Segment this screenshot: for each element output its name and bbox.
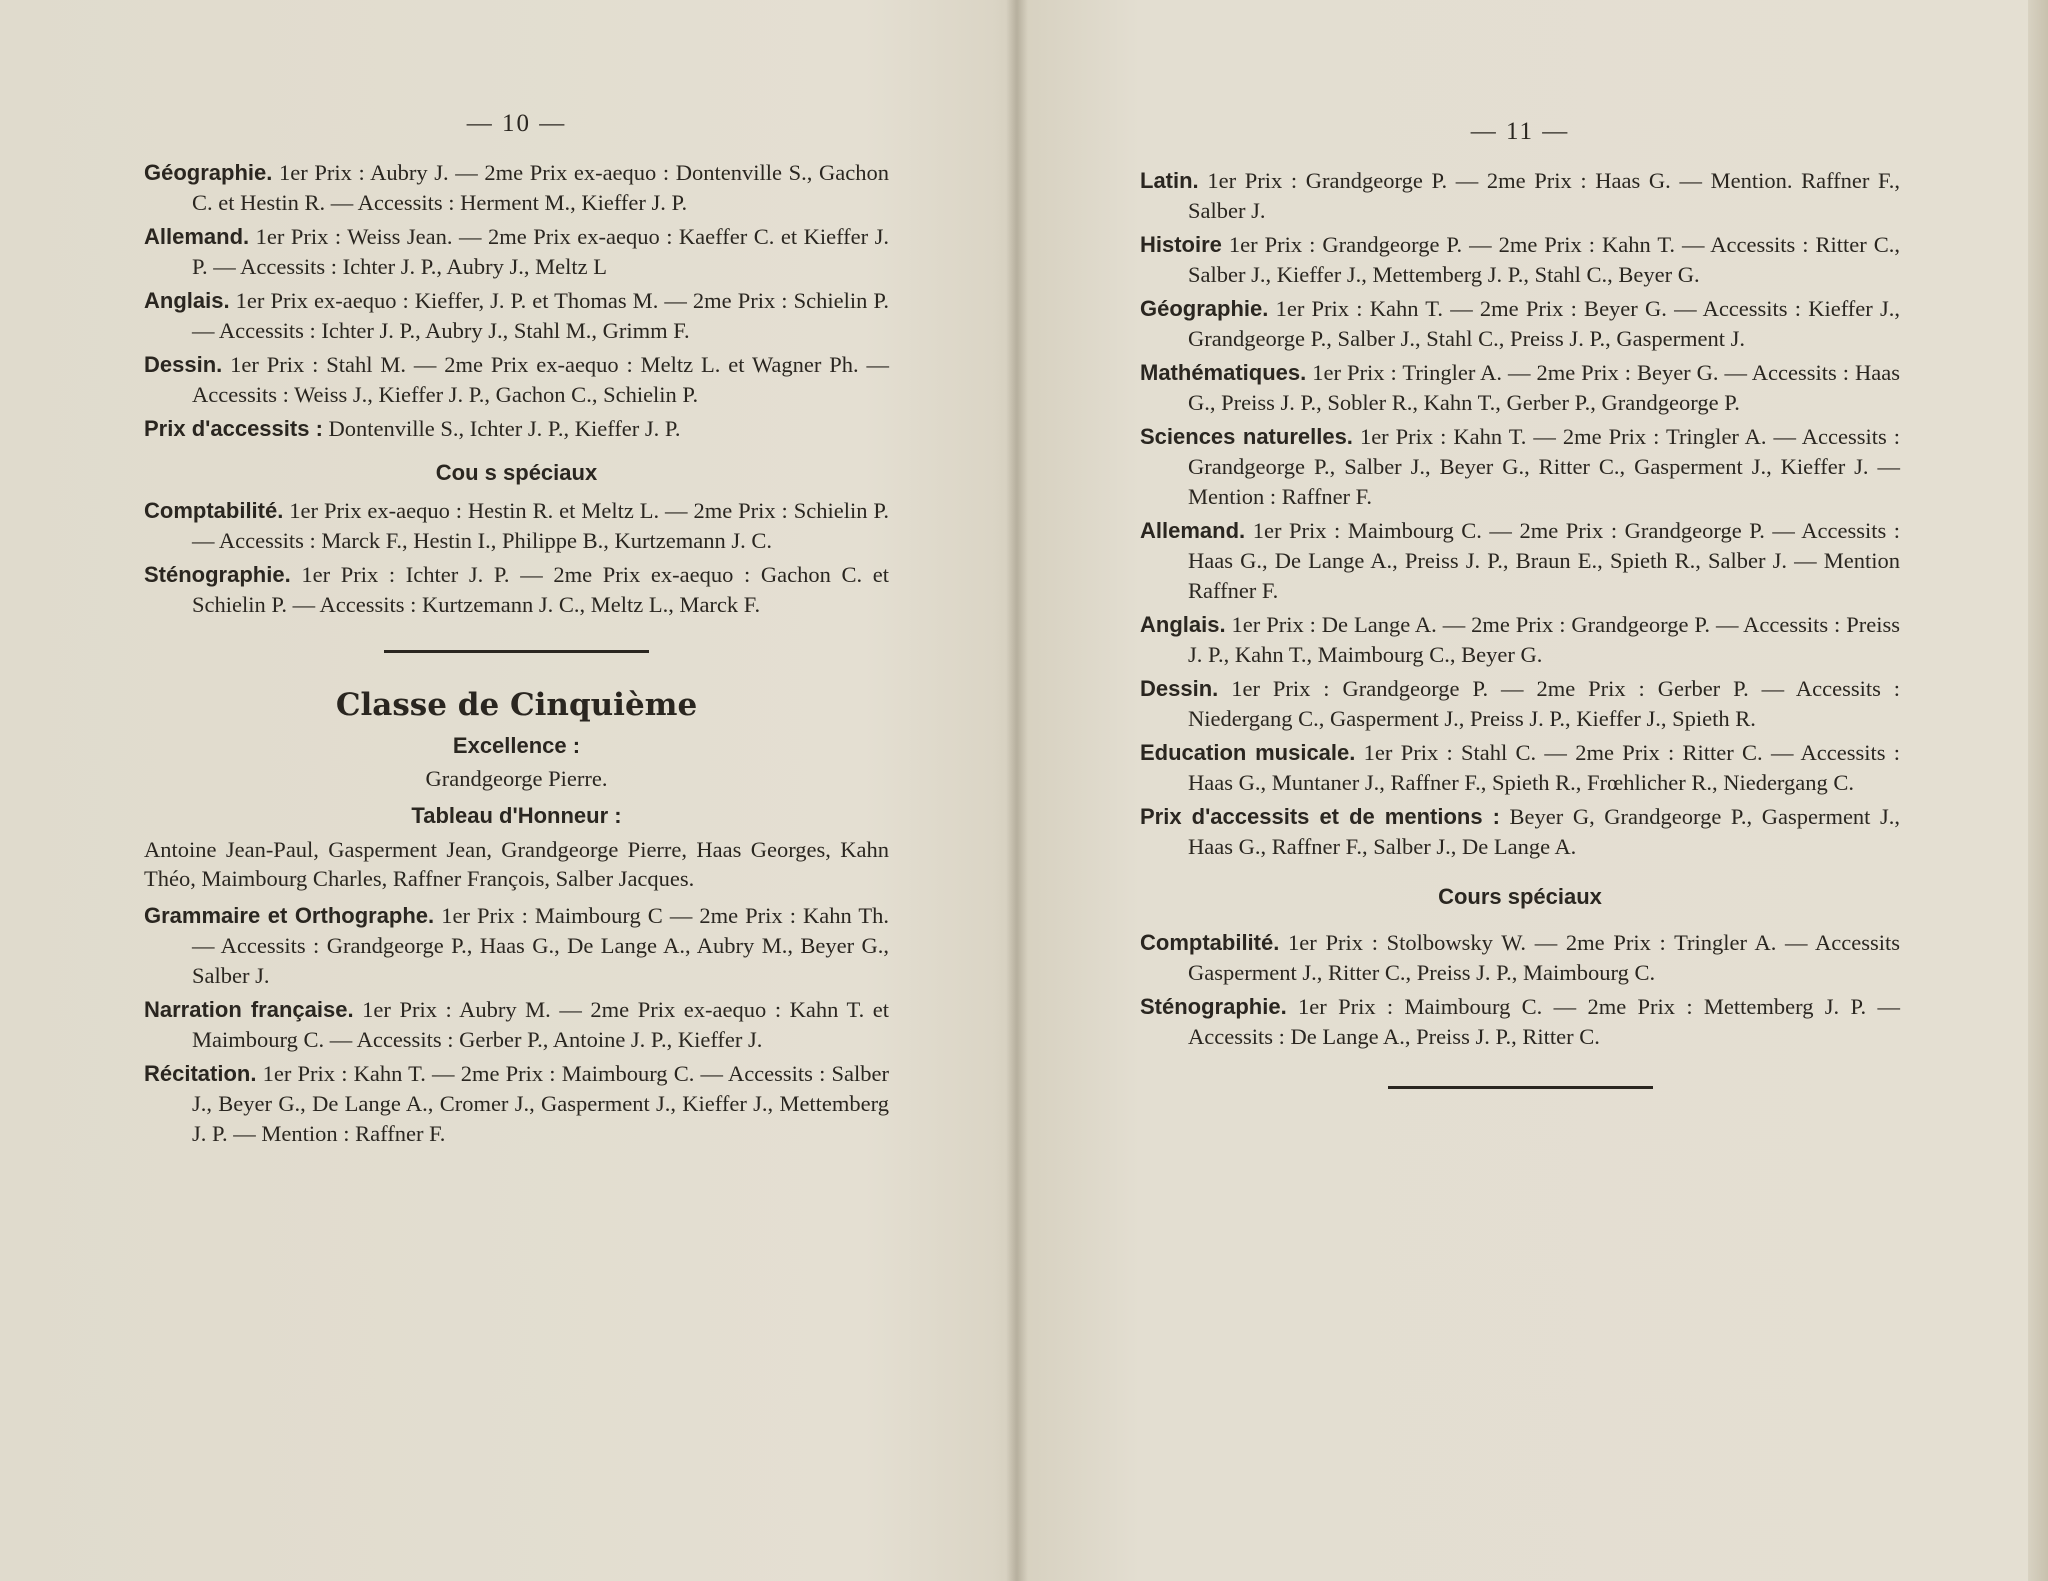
subject-label: Géographie. xyxy=(1140,296,1269,321)
honor-roll: Antoine Jean-Paul, Gasperment Jean, Grandgeorge Pierre, Haas Georges, Kahn Théo, Maimbourg Charles, Raffner François, Salber Jacques. xyxy=(144,837,889,891)
prize-entry xyxy=(144,158,889,218)
entry-text: Prix : Kahn T. — 2me Prix : Maimbourg C. — Accessits : Salber J., Beyer G., De Lange A., Cromer J., Gasperment J., Kieffer J., Mettemberg J. P. — Mention : Raffner F. xyxy=(192,1061,889,1146)
right-page xyxy=(1016,0,2048,1581)
entries-special xyxy=(144,496,889,620)
subject-label: Anglais. xyxy=(1140,612,1226,637)
subject-label: Prix d'accessits : xyxy=(144,416,323,441)
left-page-content xyxy=(144,110,889,1153)
entry-text: Prix : Maimbourg C — 2me Prix : Kahn Th. — Accessits : Grandgeorge P., Haas G., De Lange A., Aubry M., Beyer G., Salber J. xyxy=(192,903,890,988)
prize-entry xyxy=(144,414,889,444)
first-prize-mark: 1er xyxy=(230,352,259,377)
prize-entry xyxy=(144,901,889,991)
entry-text: Prix : Kahn T. — 2me Prix : Tringler A. — Accessits : Grandgeorge P., Salber J., Beyer G., Ritter C., Gasperment J., Kieffer J. — Mention : Raffner F. xyxy=(1188,424,1901,509)
entry-text: Prix ex-aequo : Hestin R. et Meltz L. — 2me Prix : Schielin P. — Accessits : Marck F., Hestin I., Philippe B., Kurtzemann J. C. xyxy=(192,498,890,553)
prize-entry xyxy=(1140,294,1900,354)
left-page xyxy=(0,0,1016,1581)
first-prize-mark: 1er xyxy=(301,562,331,587)
prize-entry xyxy=(144,496,889,556)
entry-text: Prix : Stahl C. — 2me Prix : Ritter C. — Accessits : Haas G., Muntaner J., Raffner F., Spieth R., Frœhlicher R., Niedergang C. xyxy=(1188,740,1901,795)
first-prize-mark: 1er xyxy=(1359,424,1389,449)
book-gutter xyxy=(1006,0,1028,1581)
entry-text: Prix : Kahn T. — 2me Prix : Beyer G. — Accessits : Kieffer J., Grandgeorge P., Salber J., Stahl C., Preiss J. P., Gasperment J. xyxy=(1188,296,1900,351)
first-prize-mark: 1er xyxy=(1275,296,1305,321)
first-prize-mark: 1er xyxy=(362,997,391,1022)
subject-label: Latin. xyxy=(1140,168,1199,193)
section-divider xyxy=(384,650,649,653)
prize-entry xyxy=(1140,230,1900,290)
entry-text: Prix : Maimbourg C. — 2me Prix : Mettemberg J. P. — Accessits : De Lange A., Preiss J. P., Ritter C. xyxy=(1188,994,1900,1049)
subject-label: Narration française. xyxy=(144,997,354,1022)
first-prize-mark: 1er xyxy=(1207,168,1237,193)
first-prize-mark: 1er xyxy=(255,224,285,249)
first-prize-mark: 1er xyxy=(289,498,319,523)
prize-entry xyxy=(1140,738,1900,798)
first-prize-mark: 1er xyxy=(1228,232,1258,257)
prize-entry xyxy=(144,560,889,620)
entry-text: Prix : Weiss Jean. — 2me Prix ex-aequo : Kaeffer C. et Kieffer J. P. — Accessits : Ichter J. P., Aubry J., Meltz L xyxy=(192,224,890,279)
prize-entry xyxy=(1140,166,1900,226)
first-prize-mark: 1er xyxy=(1363,740,1393,765)
subject-label: Mathématiques. xyxy=(1140,360,1307,385)
prize-entry xyxy=(1140,928,1900,988)
prize-entry xyxy=(144,1059,889,1149)
subject-label: Dessin. xyxy=(1140,676,1219,701)
first-prize-mark: 1er xyxy=(1312,360,1342,385)
subject-label: Récitation. xyxy=(144,1061,257,1086)
subject-label: Sciences naturelles. xyxy=(1140,424,1353,449)
entries-special xyxy=(1140,928,1900,1052)
entry-text: Prix ex-aequo : Kieffer, J. P. et Thomas M. — 2me Prix : Schielin P. — Accessits : Ichter J. P., Aubry J., Stahl M., Grimm F. xyxy=(192,288,890,343)
first-prize-mark: 1er xyxy=(278,160,308,185)
prize-entry xyxy=(1140,358,1900,418)
entry-text: Prix : Stahl M. — 2me Prix ex-aequo : Meltz L. et Wagner Ph. — Accessits : Weiss J., Kieffer J. P., Gachon C., Schielin P. xyxy=(192,352,890,407)
subject-label: Sténographie. xyxy=(1140,994,1287,1019)
prize-entry xyxy=(144,222,889,282)
subject-label: Education musicale. xyxy=(1140,740,1356,765)
entry-text: Prix : Aubry M. — 2me Prix ex-aequo : Kahn T. et Maimbourg C. — Accessits : Gerber P., Antoine J. P., Kieffer J. xyxy=(192,997,890,1052)
prize-entry xyxy=(1140,610,1900,670)
entry-text: Prix : Aubry J. — 2me Prix ex-aequo : Dontenville S., Gachon C. et Hestin R. — Accessits : Herment M., Kieffer J. P. xyxy=(192,160,889,215)
excellence-label: Excellence : xyxy=(452,733,581,758)
first-prize-mark: 1er xyxy=(441,903,470,928)
first-prize-mark: 1er xyxy=(1298,994,1327,1019)
first-prize-mark: 1er xyxy=(1231,612,1261,637)
section-heading: Cours spéciaux xyxy=(1438,884,1602,909)
entry-text: Prix : Grandgeorge P. — 2me Prix : Gerber P. — Accessits : Niedergang C., Gasperment J., Preiss J. P., Kieffer J., Spieth R. xyxy=(1188,676,1901,731)
first-prize-mark: 1er xyxy=(1252,518,1282,543)
entry-text: Beyer G, Grandgeorge P., Gasperment J., Haas G., Raffner F., Salber J., De Lange A. xyxy=(1188,804,1901,859)
subject-label: Sténographie. xyxy=(144,562,291,587)
first-prize-mark: 1er xyxy=(1288,930,1317,955)
subject-label: Dessin. xyxy=(144,352,223,377)
subject-label: Géographie. xyxy=(144,160,273,185)
entries-bottom xyxy=(144,901,889,1149)
prize-entry xyxy=(1140,992,1900,1052)
entry-text: Prix : Grandgeorge P. — 2me Prix : Haas G. — Mention. Raffner F., Salber J. xyxy=(1188,168,1901,223)
prize-entry xyxy=(144,286,889,346)
subject-label: Comptabilité. xyxy=(144,498,284,523)
subject-label: Comptabilité. xyxy=(1140,930,1280,955)
entry-text: Prix : Grandgeorge P. — 2me Prix : Kahn T. — Accessits : Ritter C., Salber J., Kieffer J., Mettemberg J. P., Stahl C., Beyer G. xyxy=(1188,232,1901,287)
subject-label: Allemand. xyxy=(1140,518,1246,543)
page-edge-shadow xyxy=(2028,0,2048,1581)
section-divider xyxy=(1388,1086,1653,1089)
entry-text: Dontenville S., Ichter J. P., Kieffer J. P. xyxy=(328,416,681,441)
entry-text: Prix : Ichter J. P. — 2me Prix ex-aequo : Gachon C. et Schielin P. — Accessits : Kurtzemann J. C., Meltz L., Marck F. xyxy=(192,562,890,617)
entry-text: Prix : Tringler A. — 2me Prix : Beyer G. — Accessits : Haas G., Preiss J. P., Sobler R., Kahn T., Gerber P., Grandgeorge P. xyxy=(1188,360,1901,415)
subject-label: Prix d'accessits et de mentions : xyxy=(1140,804,1500,829)
first-prize-mark: 1er xyxy=(262,1061,292,1086)
page-number: — 10 — xyxy=(466,110,567,137)
excellence-name: Grandgeorge Pierre. xyxy=(425,766,608,791)
prize-entry xyxy=(1140,802,1900,862)
honor-label: Tableau d'Honneur : xyxy=(411,803,622,828)
entry-text: Prix : Stolbowsky W. — 2me Prix : Tringler A. — Accessits Gasperment J., Ritter C., Preiss J. P., Maimbourg C. xyxy=(1188,930,1900,985)
prize-entry xyxy=(144,995,889,1055)
section-heading: Cou s spéciaux xyxy=(435,460,598,485)
subject-label: Anglais. xyxy=(144,288,230,313)
entries-main xyxy=(1140,166,1900,862)
entry-text: Prix : Maimbourg C. — 2me Prix : Grandgeorge P. — Accessits : Haas G., De Lange A., Preiss J. P., Braun E., Spieth R., Salber J. — Mention Raffner F. xyxy=(1188,518,1901,603)
prize-entry xyxy=(1140,516,1900,606)
prize-entry xyxy=(144,350,889,410)
entries-top xyxy=(144,158,889,444)
prize-entry xyxy=(1140,422,1900,512)
subject-label: Allemand. xyxy=(144,224,250,249)
class-title: Classe de Cinquième xyxy=(335,687,698,723)
first-prize-mark: 1er xyxy=(1231,676,1260,701)
subject-label: Histoire xyxy=(1140,232,1222,257)
page-number: — 11 — xyxy=(1470,118,1570,145)
first-prize-mark: 1er xyxy=(235,288,265,313)
prize-entry xyxy=(1140,674,1900,734)
subject-label: Grammaire et Orthographe. xyxy=(144,903,435,928)
entry-text: Prix : De Lange A. — 2me Prix : Grandgeorge P. — Accessits : Preiss J. P., Kahn T., Maimbourg C., Beyer G. xyxy=(1188,612,1900,667)
right-page-content xyxy=(1140,118,1900,1123)
